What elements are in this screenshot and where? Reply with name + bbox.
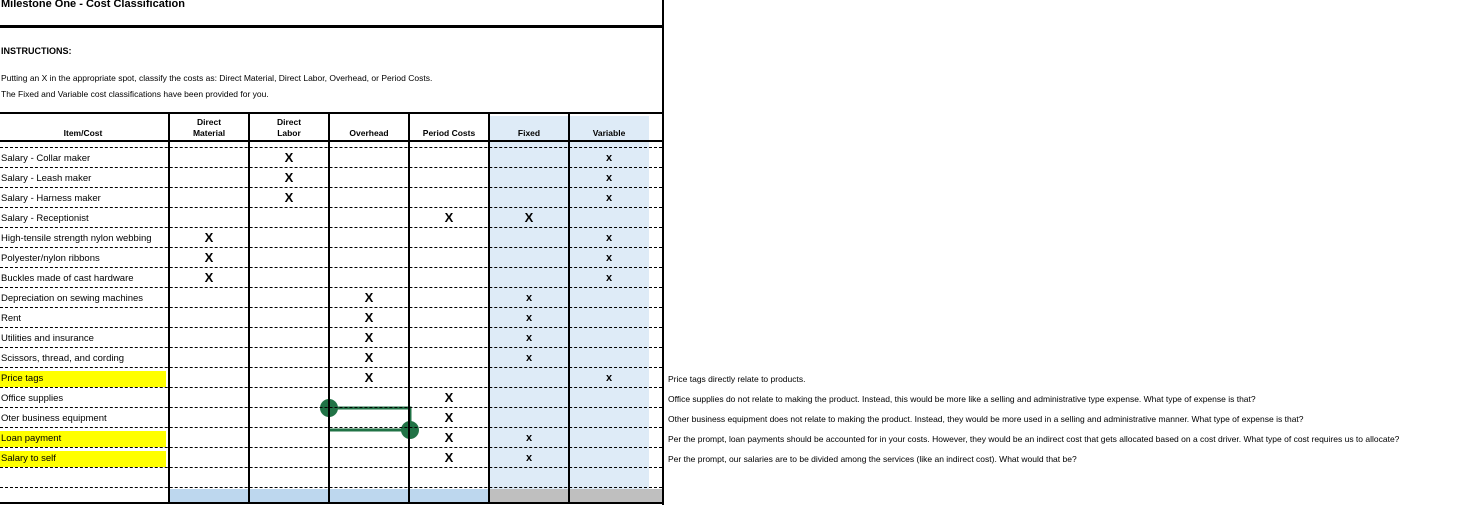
column-header-dm[interactable] [170, 117, 248, 139]
total-row-fill-fixed [490, 489, 568, 503]
column-header-item[interactable] [0, 128, 166, 139]
row-separator-8 [0, 307, 662, 308]
table-row-item[interactable]: Office supplies [1, 393, 64, 404]
cell-mark-pc[interactable]: X [444, 210, 454, 225]
table-row-item[interactable]: Polyester/nylon ribbons [1, 253, 100, 264]
column-border-5 [568, 114, 570, 504]
sheet-title: Milestone One - Cost Classification [1, 0, 185, 10]
column-header-variable[interactable] [570, 128, 648, 139]
row-note[interactable]: Per the prompt, loan payments should be accounted for in your costs. However, they would be an indirect cost that gets allocated based on a cost driver. What type of cost requires us to allocate? [668, 434, 1400, 444]
column-border-2 [328, 114, 330, 504]
table-bottom-rule [0, 502, 664, 504]
total-row-fill-oh [330, 489, 408, 503]
total-row-fill-dl [250, 489, 328, 503]
row-separator-7 [0, 287, 662, 288]
cell-mark-dm[interactable]: X [204, 250, 214, 265]
row-separator-16 [0, 467, 662, 468]
cell-mark-oh[interactable]: X [364, 350, 374, 365]
cell-mark-oh[interactable]: X [364, 330, 374, 345]
row-note[interactable]: Other business equipment does not relate to making the product. Instead, they would be more used in a selling and administrative manner. What type of expense is that? [668, 414, 1304, 424]
column-header-dm-line-1: Material [192, 128, 226, 138]
table-row-item[interactable]: Buckles made of cast hardware [1, 273, 134, 284]
row-separator-3 [0, 207, 662, 208]
table-row-item[interactable]: Salary to self [0, 451, 166, 467]
total-row-fill-pc [410, 489, 488, 503]
row-separator-1 [0, 167, 662, 168]
cell-mark-pc[interactable]: X [444, 450, 454, 465]
cell-mark-fixed[interactable]: x [525, 432, 533, 444]
table-row-item[interactable]: Loan payment [0, 431, 166, 447]
cell-mark-variable[interactable]: x [605, 232, 613, 244]
row-separator-0 [0, 147, 662, 148]
cell-mark-variable[interactable]: x [605, 252, 613, 264]
cell-mark-dm[interactable]: X [204, 230, 214, 245]
row-separator-4 [0, 227, 662, 228]
row-separator-2 [0, 187, 662, 188]
instructions-line-2: The Fixed and Variable cost classifications have been provided for you. [1, 89, 269, 99]
row-separator-15 [0, 447, 662, 448]
column-header-pc[interactable] [410, 128, 488, 139]
instructions-line-1: Putting an X in the appropriate spot, classify the costs as: Direct Material, Direct Labor, Overhead, or Period Costs. [1, 73, 433, 83]
cell-mark-fixed[interactable]: X [524, 210, 534, 225]
cell-mark-oh[interactable]: X [364, 290, 374, 305]
row-note[interactable]: Per the prompt, our salaries are to be divided among the services (like an indirect cost). What would that be? [668, 454, 1077, 464]
cell-mark-variable[interactable]: x [605, 152, 613, 164]
column-header-item-line-0: Item/Cost [63, 128, 103, 138]
column-header-fixed[interactable] [490, 128, 568, 139]
sheet-right-border [662, 0, 664, 505]
instructions-heading: INSTRUCTIONS: [1, 46, 72, 56]
table-row-item[interactable]: Salary - Receptionist [1, 213, 89, 224]
column-header-oh-line-0: Overhead [349, 128, 389, 138]
column-header-pc-line-0: Period Costs [422, 128, 476, 138]
row-separator-12 [0, 387, 662, 388]
row-separator-9 [0, 327, 662, 328]
cell-mark-fixed[interactable]: x [525, 452, 533, 464]
table-row-item[interactable]: Salary - Harness maker [1, 193, 101, 204]
total-row-fill-dm [170, 489, 248, 503]
column-header-dm-line-0: Direct [196, 117, 222, 127]
column-border-1 [248, 114, 250, 504]
row-separator-11 [0, 367, 662, 368]
header-bottom-rule [0, 140, 662, 142]
cell-mark-oh[interactable]: X [364, 310, 374, 325]
cell-mark-variable[interactable]: x [605, 372, 613, 384]
connector-end-handle[interactable] [401, 421, 419, 439]
row-separator-17 [0, 487, 662, 488]
column-header-dl[interactable] [250, 117, 328, 139]
table-row-item[interactable]: Utilities and insurance [1, 333, 94, 344]
cell-mark-pc[interactable]: X [444, 410, 454, 425]
row-separator-14 [0, 427, 662, 428]
table-row-item[interactable]: Rent [1, 313, 22, 324]
row-separator-5 [0, 247, 662, 248]
table-row-item[interactable]: Oter business equipment [1, 413, 107, 424]
table-row-item[interactable]: High-tensile strength nylon webbing [1, 233, 152, 244]
column-border-0 [168, 114, 170, 504]
cell-mark-variable[interactable]: x [605, 172, 613, 184]
row-separator-6 [0, 267, 662, 268]
row-separator-10 [0, 347, 662, 348]
total-row-fill-variable [570, 489, 662, 503]
cell-mark-fixed[interactable]: x [525, 352, 533, 364]
cell-mark-dl[interactable]: X [284, 190, 294, 205]
table-row-item[interactable]: Depreciation on sewing machines [1, 293, 144, 304]
instructions-rule [0, 112, 663, 114]
table-row-item[interactable]: Salary - Collar maker [1, 153, 91, 164]
cell-mark-variable[interactable]: x [605, 272, 613, 284]
column-header-dl-line-0: Direct [276, 117, 302, 127]
cell-mark-pc[interactable]: X [444, 390, 454, 405]
table-row-item[interactable]: Salary - Leash maker [1, 173, 92, 184]
column-header-oh[interactable] [330, 128, 408, 139]
column-header-dl-line-1: Labor [277, 128, 301, 138]
table-row-item[interactable]: Price tags [0, 371, 166, 387]
table-row-item[interactable]: Scissors, thread, and cording [1, 353, 125, 364]
cell-mark-dl[interactable]: X [284, 150, 294, 165]
row-note[interactable]: Price tags directly relate to products. [668, 374, 806, 384]
row-separator-13 [0, 407, 662, 408]
cell-mark-fixed[interactable]: x [525, 292, 533, 304]
column-border-3 [408, 114, 410, 504]
title-rule [0, 25, 663, 28]
column-header-fixed-line-0: Fixed [517, 128, 541, 138]
cell-mark-dm[interactable]: X [204, 270, 214, 285]
cell-mark-pc[interactable]: X [444, 430, 454, 445]
column-border-4 [488, 114, 490, 504]
cell-mark-dl[interactable]: X [284, 170, 294, 185]
cell-mark-variable[interactable]: x [605, 192, 613, 204]
cell-mark-fixed[interactable]: x [525, 312, 533, 324]
cell-mark-fixed[interactable]: x [525, 332, 533, 344]
cell-mark-oh[interactable]: X [364, 370, 374, 385]
column-header-variable-line-0: Variable [592, 128, 626, 138]
row-note[interactable]: Office supplies do not relate to making the product. Instead, this would be more like a selling and administrative type expense. What type of expense is that? [668, 394, 1256, 404]
